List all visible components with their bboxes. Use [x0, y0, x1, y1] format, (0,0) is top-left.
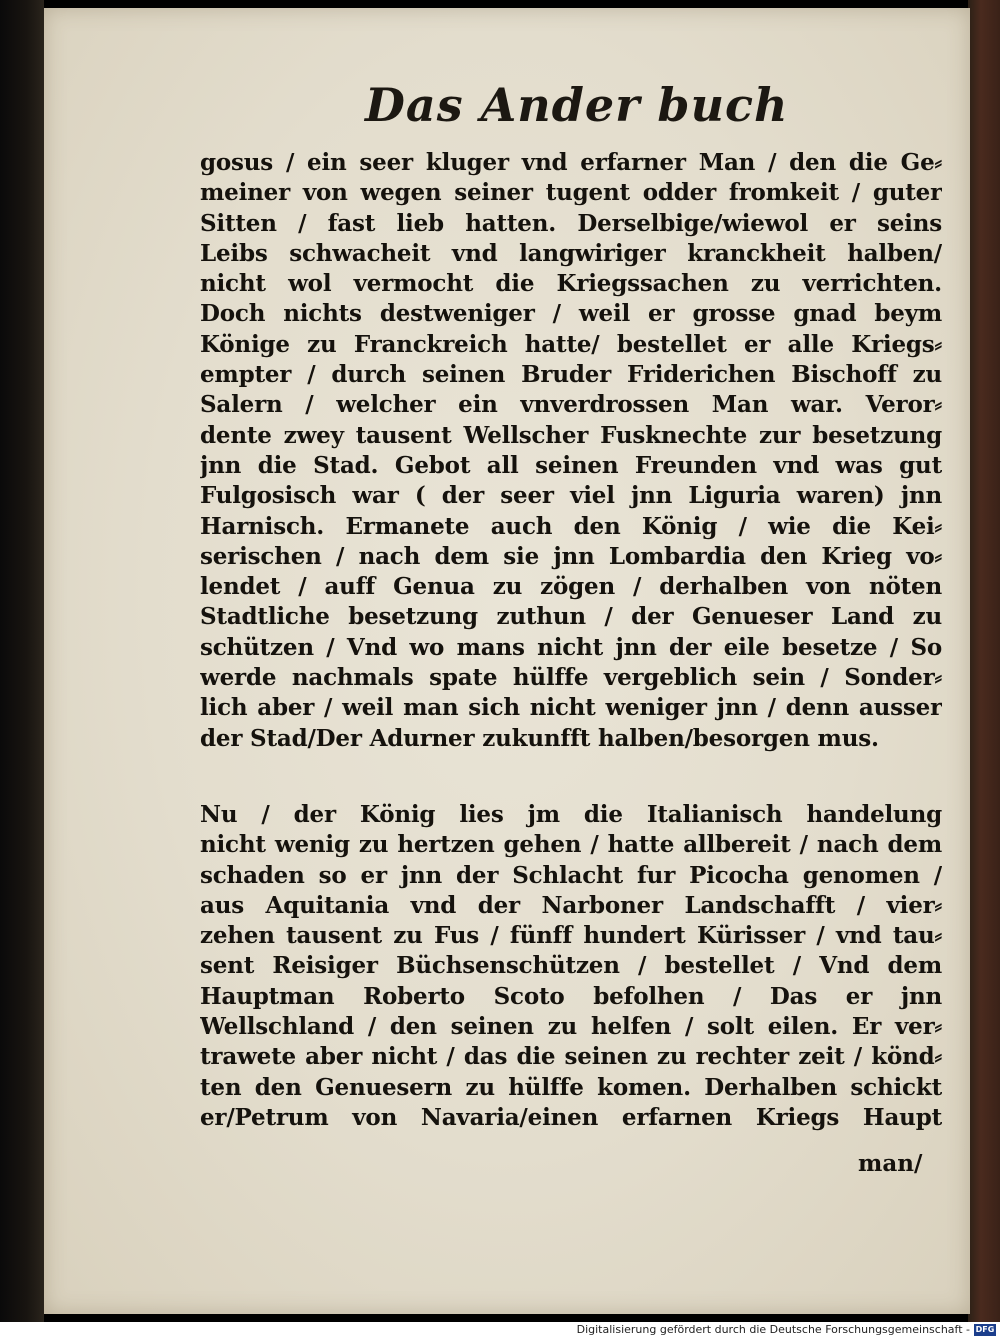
- text-line: meiner von wegen seiner tugent odder fromkeit / guter: [200, 179, 942, 207]
- running-head: Das Ander buch: [365, 78, 789, 132]
- text-line: Sitten / fast lieb hatten. Derselbige/wiewol er seins: [200, 209, 942, 237]
- text-line: Fulgosisch war ( der seer viel jnn Liguria waren) jnn: [200, 482, 942, 510]
- book-binding-right-edge: [968, 0, 1000, 1322]
- text-line: Stadtliche besetzung zuthun / der Genueser Land zu: [200, 603, 942, 631]
- text-line: schaden so er jnn der Schlacht fur Picocha genomen /: [200, 861, 942, 889]
- text-line: Salern / welcher ein vnverdrossen Man war. Veror⸗: [200, 391, 942, 419]
- text-line: schützen / Vnd wo mans nicht jnn der eile besetze / So: [200, 633, 942, 661]
- text-line: lendet / auff Genua zu zögen / derhalben von nöten: [200, 573, 942, 601]
- text-line: er/Petrum von Navaria/einen erfarnen Kriegs Haupt: [200, 1103, 942, 1131]
- footer-credit: Digitalisierung gefördert durch die Deutsche Forschungsgemeinschaft -: [576, 1323, 970, 1336]
- paragraph-2: [200, 800, 942, 1133]
- text-line: Wellschland / den seinen zu helfen / solt eilen. Er ver⸗: [200, 1013, 942, 1041]
- text-line: werde nachmals spate hülffe vergeblich sein / Sonder⸗: [200, 664, 942, 692]
- text-line: jnn die Stad. Gebot all seinen Freunden vnd was gut: [200, 451, 942, 479]
- text-line: Könige zu Franckreich hatte/ bestellet er alle Kriegs⸗: [200, 330, 942, 358]
- text-line: dente zwey tausent Wellscher Fusknechte zur besetzung: [200, 421, 942, 449]
- paragraph-1: [200, 148, 942, 754]
- text-line: zehen tausent zu Fus / fünff hundert Kürisser / vnd tau⸗: [200, 922, 942, 950]
- text-line: der Stad/Der Adurner zukunfft halben/besorgen mus.: [200, 724, 879, 752]
- text-line: Harnisch. Ermanete auch den König / wie die Kei⸗: [200, 512, 942, 540]
- text-line: Nu / der König lies jm die Italianisch handelung: [200, 801, 942, 828]
- text-line: aus Aquitania vnd der Narboner Landschafft / vier⸗: [200, 891, 942, 919]
- text-line: sent Reisiger Büchsenschützen / bestellet / Vnd dem: [200, 952, 942, 980]
- text-line: lich aber / weil man sich nicht weniger jnn / denn ausser: [200, 694, 942, 722]
- text-line: serischen / nach dem sie jnn Lombardia den Krieg vo⸗: [200, 542, 942, 570]
- text-line: nicht wol vermocht die Kriegssachen zu verrichten.: [200, 270, 942, 298]
- text-line: Doch nichts destweniger / weil er grosse gnad beym: [200, 300, 942, 328]
- text-line: nicht wenig zu hertzen gehen / hatte allbereit / nach dem: [200, 831, 942, 859]
- book-binding-left-edge: [0, 0, 44, 1322]
- text-line: ten den Genuesern zu hülffe komen. Derhalben schickt: [200, 1073, 942, 1101]
- text-line: Leibs schwacheit vnd langwiriger kranckheit halben/: [200, 239, 942, 267]
- dfg-logo-icon: DFG: [975, 1325, 995, 1334]
- text-line: gosus / ein seer kluger vnd erfarner Man / den die Ge⸗: [200, 149, 942, 176]
- catchword: man/: [858, 1150, 923, 1177]
- text-line: empter / durch seinen Bruder Friderichen Bischoff zu: [200, 361, 942, 389]
- text-line: Hauptman Roberto Scoto befolhen / Das er jnn: [200, 982, 942, 1010]
- text-line: trawete aber nicht / das die seinen zu rechter zeit / könd⸗: [200, 1043, 942, 1071]
